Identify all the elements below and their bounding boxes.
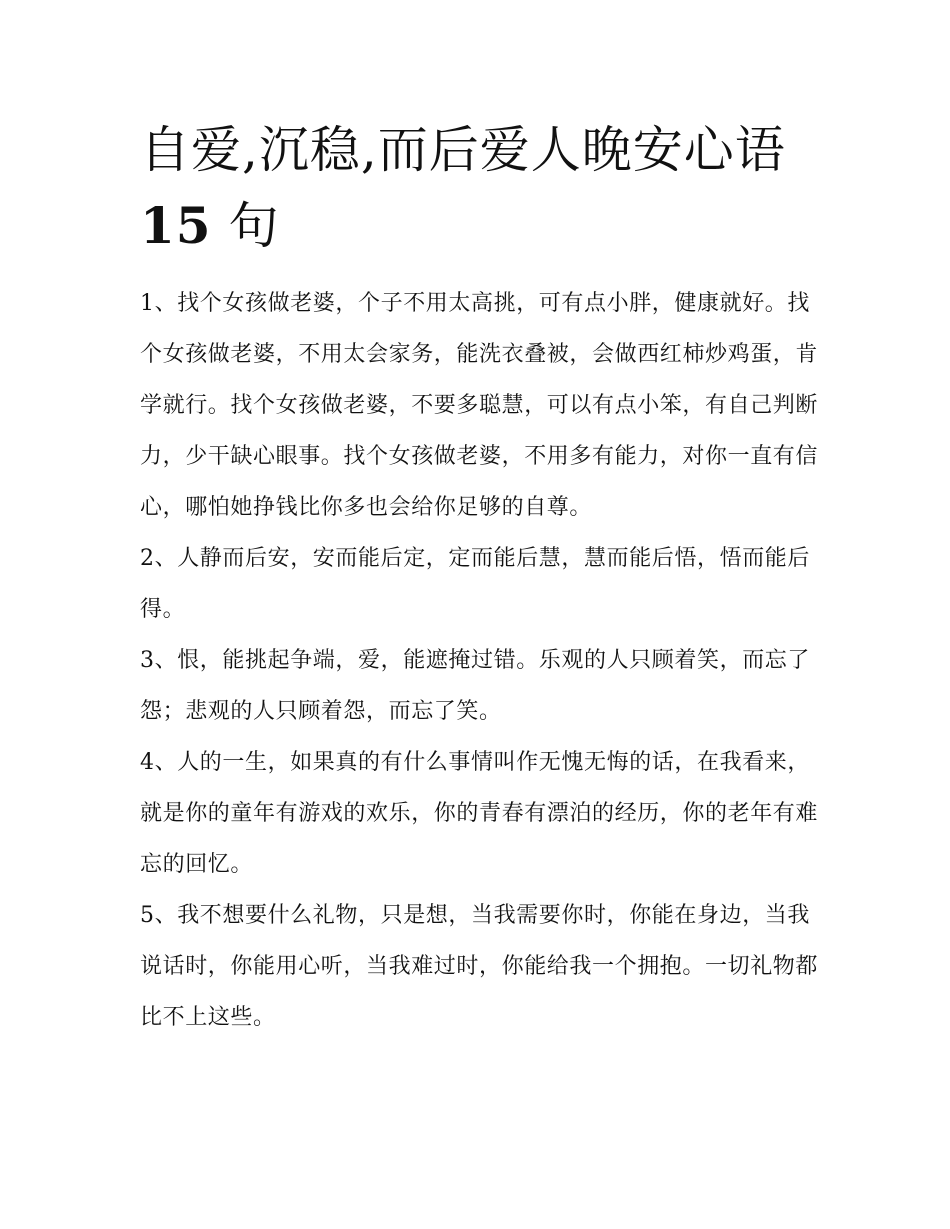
title-number: 15 [140,196,212,255]
paragraph-5: 5、我不想要什么礼物，只是想，当我需要你时，你能在身边，当我说话时，你能用心听，当我难过时，你能给我一个拥抱。一切礼物都比不上这些。 [140,903,819,1030]
page-title [140,112,820,264]
document-page [140,112,820,1043]
paragraph-2: 2、人静而后安，安而能后定，定而能后慧，慧而能后悟，悟而能后得。 [140,546,810,622]
paragraph-1: 1、找个女孩做老婆，个子不用太高挑，可有点小胖，健康就好。找个女孩做老婆，不用太会家务，能洗衣叠被，会做西红柿炒鸡蛋，肯学就行。找个女孩做老婆，不要多聪慧，可以有点小笨，有自己判断力，少干缺心眼事。找个女孩做老婆，不用多有能力，对你一直有信心，哪怕她挣钱比你多也会给你足够的自尊。 [140,291,819,520]
paragraph-4: 4、人的一生，如果真的有什么事情叫作无愧无悔的话，在我看来，就是你的童年有游戏的欢乐，你的青春有漂泊的经历，你的老年有难忘的回忆。 [140,750,819,877]
paragraph-3: 3、恨，能挑起争端，爱，能遮掩过错。乐观的人只顾着笑，而忘了怨；悲观的人只顾着怨，而忘了笑。 [140,648,810,724]
title-line-1: 自爱,沉稳,而后爱人晚安心语 [140,121,786,179]
title-suffix: 句 [211,197,280,255]
